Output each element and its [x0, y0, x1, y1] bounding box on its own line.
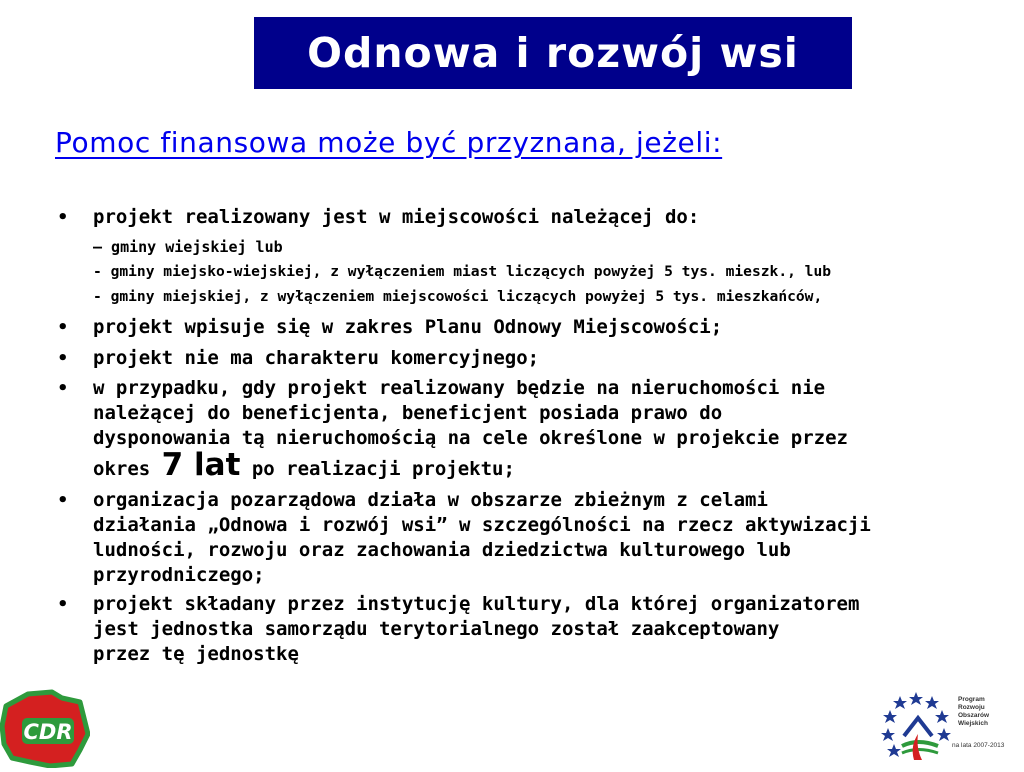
- bullet-text: okres: [93, 458, 151, 480]
- bullet-line: przez tę jednostkę: [93, 643, 299, 665]
- bullet-line: projekt wpisuje się w zakres Planu Odnowy Miejscowości;: [93, 316, 723, 338]
- prow-logo: [880, 690, 1020, 762]
- cdr-logo: [0, 688, 90, 768]
- bullet-text: po realizacji projektu;: [251, 458, 515, 480]
- prow-line: Rozwoju: [958, 704, 985, 712]
- prow-line: Wiejskich: [958, 720, 988, 728]
- bullet-symbol: •: [57, 348, 69, 369]
- poland-map-icon: [0, 688, 90, 768]
- bullet-line: organizacja pozarządowa działa w obszarze zbieżnym z celami: [93, 489, 768, 511]
- sub-item: - gminy miejskiej, z wyłączeniem miejscowości liczących powyżej 5 tys. mieszkańców,: [93, 288, 823, 305]
- prow-period: na lata 2007-2013: [952, 742, 1005, 749]
- bullet-line: w przypadku, gdy projekt realizowany będzie na nieruchomości nie: [93, 377, 826, 399]
- bullet-line-emphasis: [93, 447, 515, 483]
- prow-emblem-icon: [880, 690, 1020, 762]
- prow-text: [958, 696, 989, 729]
- bullet-line: projekt składany przez instytucję kultury, dla której organizatorem: [93, 593, 860, 615]
- bullet-line: działania „Odnowa i rozwój wsi” w szczególności na rzecz aktywizacji: [93, 514, 871, 536]
- prow-line: Program: [958, 696, 985, 703]
- sub-item: – gminy wiejskiej lub: [93, 238, 283, 256]
- bullet-symbol: •: [57, 490, 69, 511]
- bullet-line: projekt realizowany jest w miejscowości należącej do:: [93, 206, 700, 228]
- bullet-line: przyrodniczego;: [93, 564, 265, 586]
- prow-line: Obszarów: [958, 712, 990, 720]
- cdr-logo-text: CDR: [23, 720, 73, 744]
- bullet-symbol: •: [57, 317, 69, 338]
- bullet-line: dysponowania tą nieruchomością na cele określone w projekcie przez: [93, 427, 848, 449]
- bullet-line: jest jednostka samorządu terytorialnego został zaakceptowany: [93, 618, 780, 640]
- bullet-line: należącej do beneficjenta, beneficjent posiada prawo do: [93, 402, 723, 424]
- slide-title: Odnowa i rozwój wsi: [307, 29, 799, 77]
- bullet-symbol: •: [57, 378, 69, 399]
- sub-item: - gminy miejsko-wiejskiej, z wyłączeniem miast liczących powyżej 5 tys. mieszk., lub: [93, 263, 832, 280]
- bullet-symbol: •: [57, 594, 69, 615]
- bullet-symbol: •: [57, 207, 69, 228]
- emphasis-text: 7 lat: [161, 447, 241, 483]
- bullet-line: ludności, rozwoju oraz zachowania dziedzictwa kulturowego lub: [93, 539, 791, 561]
- bullet-line: projekt nie ma charakteru komercyjnego;: [93, 347, 540, 369]
- slide-subtitle: Pomoc finansowa może być przyznana, jeżeli:: [55, 126, 723, 159]
